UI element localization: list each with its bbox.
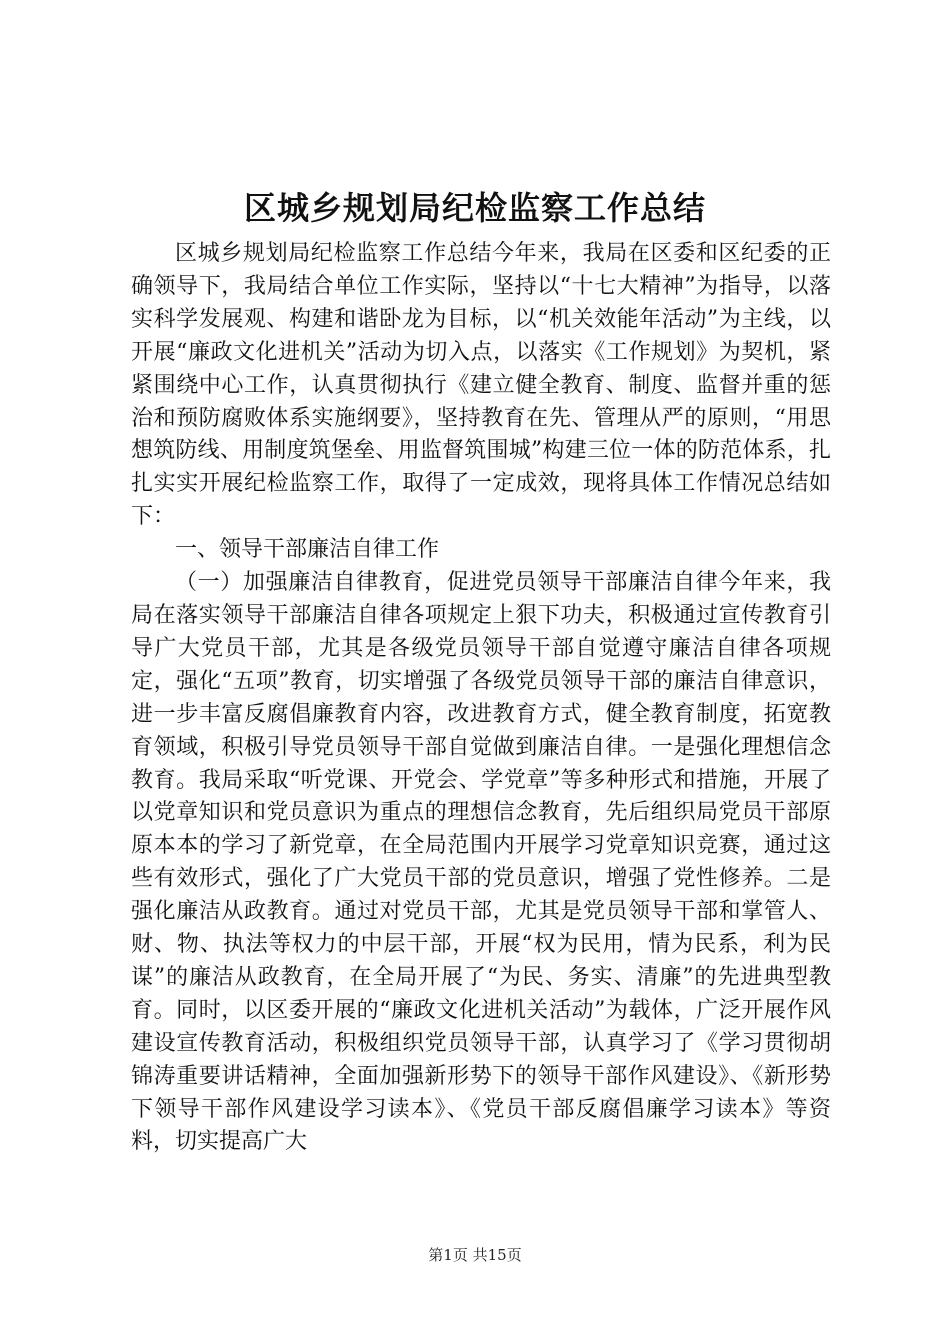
document-title: 区城乡规划局纪检监察工作总结 bbox=[243, 189, 706, 227]
subsection-paragraph: （一）加强廉洁自律教育，促进党员领导干部廉洁自律今年来，我局在落实领导干部廉洁自律各项规定上狠下功夫，积极通过宣传教育引导广大党员干部，尤其是各级党员领导干部自觉遵守廉洁自律各项规定，强化“五项”教育，切实增强了各级党员领导干部的廉洁自律意识，进一步丰富反腐倡廉教育内容，改进教育方式，健全教育制度，拓宽教育领域，积极引导党员领导干部自觉做到廉洁自律。一是强化理想信念教育。我局采取“听党课、开党会、学党章”等多种形式和措施，开展了以党章知识和党员意识为重点的理想信念教育，先后组织局党员干部原原本本的学习了新党章，在全局范围内开展学习党章知识竞赛，通过这些有效形式，强化了广大党员干部的党员意识，增强了党性修养。二是强化廉洁从政教育。通过对党员干部，尤其是党员领导干部和掌管人、财、物、执法等权力的中层干部，开展“权为民用，情为民系，利为民谋”的廉洁从政教育，在全局开展了“为民、务实、清廉”的先进典型教育。同时，以区委开展的“廉政文化进机关活动”为载体，广泛开展作风建设宣传教育活动，积极组织党员领导干部，认真学习了《学习贯彻胡锦涛重要讲话精神，全面加强新形势下的领导干部作风建设》、《新形势下领导干部作风建设学习读本》、《党员干部反腐倡廉学习读本》等资料，切实提高广大 bbox=[131, 570, 831, 1155]
page-footer: 第1页 共15页 bbox=[428, 1246, 522, 1264]
document-body bbox=[131, 238, 831, 1159]
intro-paragraph: 区城乡规划局纪检监察工作总结今年来，我局在区委和区纪委的正确领导下，我局结合单位工作实际，坚持以“十七大精神”为指导，以落实科学发展观、构建和谐卧龙为目标，以“机关效能年活动”为主线，以开展“廉政文化进机关”活动为切入点，以落实《工作规划》为契机，紧紧围绕中心工作，认真贯彻执行《建立健全教育、制度、监督并重的惩治和预防腐败体系实施纲要》，坚持教育在先、管理从严的原则，“用思想筑防线、用制度筑堡垒、用监督筑围城”构建三位一体的防范体系，扎扎实实开展纪检监察工作，取得了一定成效，现将具体工作情况总结如下： bbox=[131, 241, 831, 530]
section-heading: 一、领导干部廉洁自律工作 bbox=[175, 537, 440, 563]
